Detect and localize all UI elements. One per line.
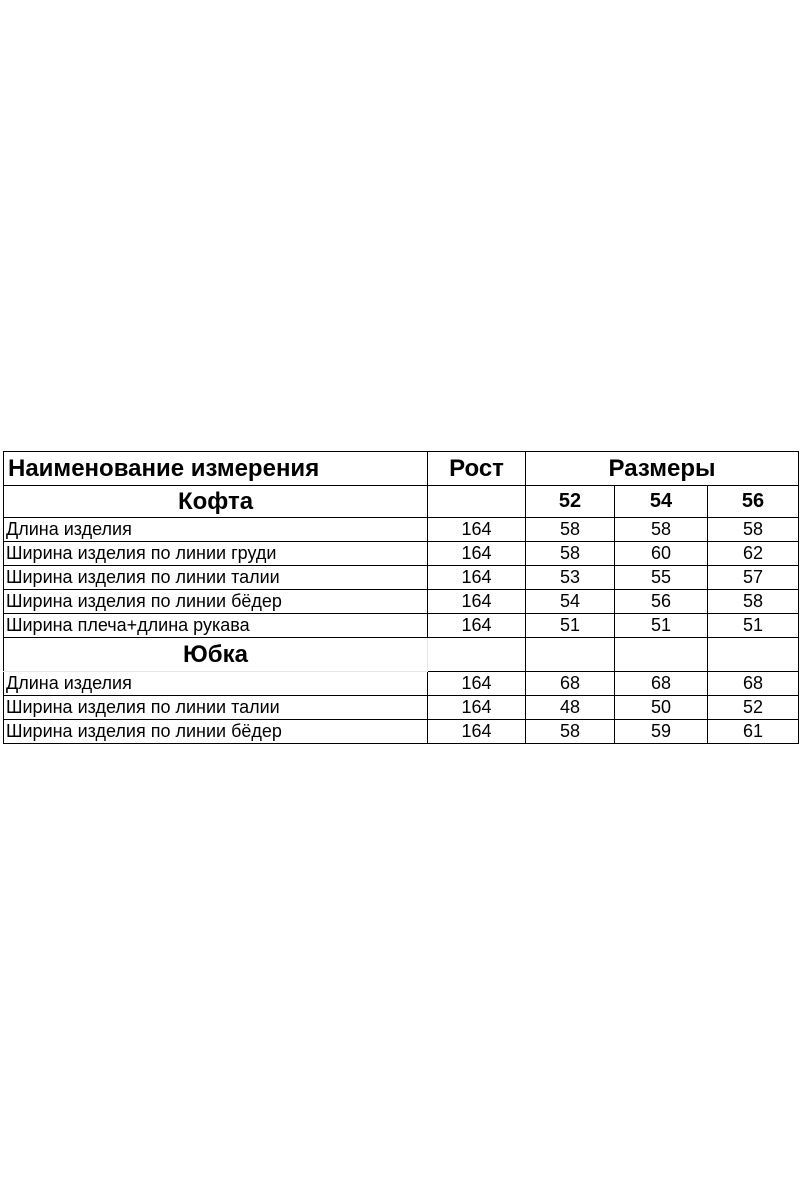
size-value: 48 (526, 696, 615, 720)
table-row (4, 542, 799, 566)
height-value: 164 (428, 696, 526, 720)
height-value: 164 (428, 542, 526, 566)
height-value: 164 (428, 720, 526, 744)
size-value: 53 (526, 566, 615, 590)
row-label: Ширина плеча+длина рукава (4, 614, 428, 638)
size-value: 58 (526, 542, 615, 566)
height-value: 164 (428, 614, 526, 638)
height-value: 164 (428, 590, 526, 614)
size-52-header: 52 (526, 486, 615, 518)
size-value: 51 (708, 614, 799, 638)
height-value: 164 (428, 672, 526, 696)
row-label: Ширина изделия по линии бёдер (4, 590, 428, 614)
size-value: 68 (708, 672, 799, 696)
size-blank-cell (615, 638, 708, 672)
size-value: 58 (708, 518, 799, 542)
size-value: 51 (526, 614, 615, 638)
table-row (4, 720, 799, 744)
size-chart-table (3, 451, 799, 744)
row-label: Длина изделия (4, 672, 428, 696)
size-value: 51 (615, 614, 708, 638)
table-row (4, 518, 799, 542)
sizes-header: Размеры (526, 452, 799, 486)
size-value: 58 (526, 518, 615, 542)
row-label: Ширина изделия по линии талии (4, 566, 428, 590)
size-value: 59 (615, 720, 708, 744)
row-label: Ширина изделия по линии бёдер (4, 720, 428, 744)
size-value: 68 (526, 672, 615, 696)
row-label: Ширина изделия по линии талии (4, 696, 428, 720)
size-value: 50 (615, 696, 708, 720)
jacket-section-title: Кофта (4, 486, 428, 518)
size-54-header: 54 (615, 486, 708, 518)
table-row (4, 566, 799, 590)
size-value: 58 (615, 518, 708, 542)
size-value: 54 (526, 590, 615, 614)
measurement-name-header: Наименование измерения (4, 452, 428, 486)
height-blank-cell (428, 486, 526, 518)
table-row (4, 696, 799, 720)
size-value: 56 (615, 590, 708, 614)
size-value: 58 (526, 720, 615, 744)
size-value: 55 (615, 566, 708, 590)
size-value: 60 (615, 542, 708, 566)
header-row (4, 452, 799, 486)
skirt-section-title: Юбка (4, 638, 428, 672)
size-blank-cell (708, 638, 799, 672)
height-header: Рост (428, 452, 526, 486)
table-row (4, 672, 799, 696)
size-value: 61 (708, 720, 799, 744)
size-value: 62 (708, 542, 799, 566)
height-blank-cell (428, 638, 526, 672)
size-value: 52 (708, 696, 799, 720)
table-row (4, 590, 799, 614)
size-value: 57 (708, 566, 799, 590)
skirt-section-row (4, 638, 799, 672)
size-56-header: 56 (708, 486, 799, 518)
table-row (4, 614, 799, 638)
row-label: Ширина изделия по линии груди (4, 542, 428, 566)
size-value: 68 (615, 672, 708, 696)
jacket-section-row (4, 486, 799, 518)
height-value: 164 (428, 518, 526, 542)
size-blank-cell (526, 638, 615, 672)
height-value: 164 (428, 566, 526, 590)
row-label: Длина изделия (4, 518, 428, 542)
size-value: 58 (708, 590, 799, 614)
